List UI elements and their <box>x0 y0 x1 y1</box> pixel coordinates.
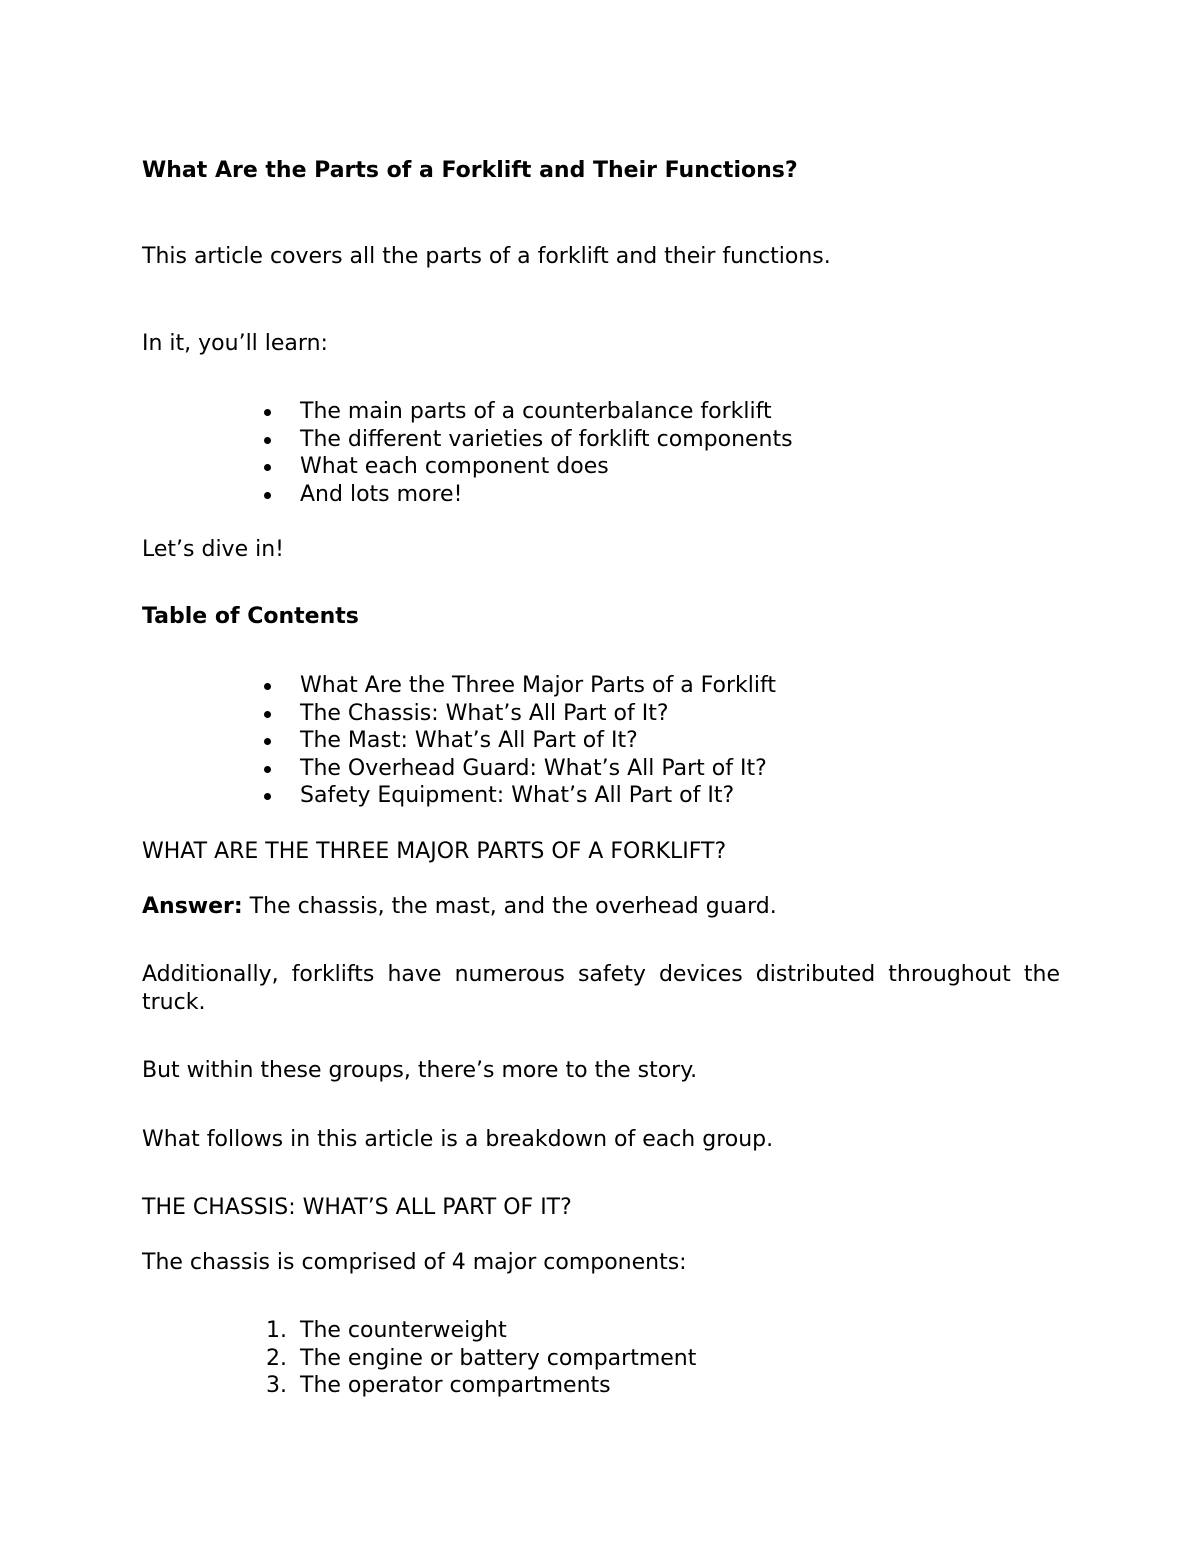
document-title: What Are the Parts of a Forklift and Their Functions? <box>142 158 798 183</box>
answer-paragraph <box>142 893 777 921</box>
additionally-paragraph: Additionally, forklifts have numerous safety devices distributed throughout the truck. <box>142 962 1060 1015</box>
section-heading-three-major-parts: WHAT ARE THE THREE MAJOR PARTS OF A FORKLIFT? <box>142 839 727 864</box>
answer-label: Answer: <box>142 894 243 919</box>
chassis-lead: The chassis is comprised of 4 major components: <box>142 1250 687 1275</box>
bullet-icon <box>264 437 271 444</box>
item-number: 2. <box>266 1345 287 1371</box>
item-number: 1. <box>266 1318 287 1343</box>
bullet-icon <box>264 464 271 471</box>
bullet-icon <box>264 766 271 773</box>
toc-heading: Table of Contents <box>142 604 359 629</box>
intro-paragraph: This article covers all the parts of a forklift and their functions. <box>142 244 831 269</box>
bullet-icon <box>264 711 271 718</box>
learn-lead: In it, you’ll learn: <box>142 331 328 356</box>
answer-text: The chassis, the mast, and the overhead guard. <box>242 894 777 919</box>
story-paragraph: But within these groups, there’s more to the story. <box>142 1058 698 1083</box>
bullet-icon <box>264 492 271 499</box>
dive-in-paragraph: Let’s dive in! <box>142 537 284 562</box>
bullet-icon <box>264 793 271 800</box>
section-heading-chassis: THE CHASSIS: WHAT’S ALL PART OF IT? <box>142 1195 572 1220</box>
bullet-icon <box>264 738 271 745</box>
follows-paragraph: What follows in this article is a breakdown of each group. <box>142 1127 774 1152</box>
bullet-icon <box>264 409 271 416</box>
bullet-icon <box>264 683 271 690</box>
item-number: 3. <box>266 1373 287 1398</box>
document-page: What Are the Parts of a Forklift and Their Functions? This article covers all the parts of a forklift and their functions. In it, you’ll learn: The main parts of a counterbalance forklift The different varieties of forklift components What each component does And lots more! Let’s dive in! Table of Contents What Are the Three Major Parts of a Forklift The Chassis: What’s All Part of It? The Mast: What’s All Part of It? The Overhead Guard: What’s All Part of It? Safety Equipment: What’s All Part of It? WHAT ARE THE THREE MAJOR PARTS OF A FORKLIFT? Answer: The chassis, the mast, and the overhead guard. Additionally, forklifts have numerous safety devices distributed throughout the truck. But within these groups, there’s more to the story. What follows in this article is a breakdown of each group. THE CHASSIS: WHAT’S ALL PART OF IT? The chassis is comprised of 4 major components: 1. The counterweight 2. The engine or battery compartment 3. The operator compartments <box>142 158 1060 1398</box>
